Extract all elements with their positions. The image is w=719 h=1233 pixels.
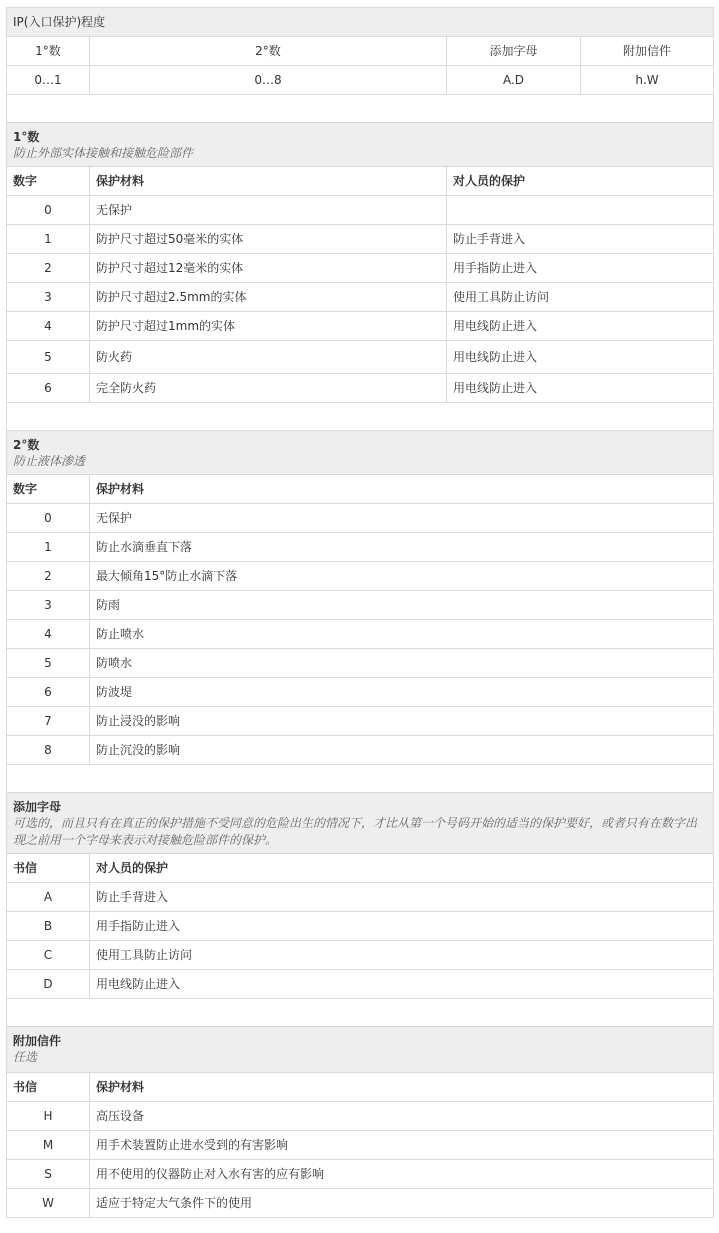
digit-cell: 5 bbox=[7, 649, 90, 678]
material-cell: 防波堤 bbox=[90, 678, 714, 707]
letter-cell: H bbox=[7, 1102, 90, 1131]
column-header-row bbox=[7, 167, 714, 196]
material-cell: 防火药 bbox=[90, 341, 447, 374]
material-cell: 无保护 bbox=[90, 504, 714, 533]
letter-cell: D bbox=[7, 970, 90, 999]
digit-cell: 1 bbox=[7, 225, 90, 254]
section-header-second-digit bbox=[7, 431, 714, 475]
material-cell: 防止水滴垂直下落 bbox=[90, 533, 714, 562]
letter-cell: S bbox=[7, 1160, 90, 1189]
spacer-row bbox=[7, 95, 714, 123]
person-cell: 用电线防止进入 bbox=[447, 374, 714, 403]
material-cell: 防护尺寸超过50毫米的实体 bbox=[90, 225, 447, 254]
table-row bbox=[7, 504, 714, 533]
overview-value-row bbox=[7, 66, 714, 95]
table-title-row bbox=[7, 8, 714, 37]
description-cell: 适应于特定大气条件下的使用 bbox=[90, 1189, 714, 1218]
table-row bbox=[7, 196, 714, 225]
overview-value: A.D bbox=[447, 66, 581, 95]
section-subtitle: 防止外部实体接触和接触危险部件 bbox=[13, 146, 194, 160]
letter-cell: C bbox=[7, 941, 90, 970]
letter-cell: B bbox=[7, 912, 90, 941]
spacer-row bbox=[7, 999, 714, 1027]
table-row bbox=[7, 1102, 714, 1131]
table-row bbox=[7, 941, 714, 970]
table-row bbox=[7, 912, 714, 941]
column-header: 对人员的保护 bbox=[90, 854, 714, 883]
digit-cell: 4 bbox=[7, 620, 90, 649]
section-header-extra-letter bbox=[7, 1027, 714, 1073]
table-row bbox=[7, 1131, 714, 1160]
table-row bbox=[7, 374, 714, 403]
material-cell: 防喷水 bbox=[90, 649, 714, 678]
column-header: 数字 bbox=[7, 475, 90, 504]
digit-cell: 1 bbox=[7, 533, 90, 562]
ip-protection-table bbox=[6, 7, 714, 1218]
material-cell: 防护尺寸超过1mm的实体 bbox=[90, 312, 447, 341]
overview-header: 添加字母 bbox=[447, 37, 581, 66]
description-cell: 用手术装置防止进水受到的有害影响 bbox=[90, 1131, 714, 1160]
column-header: 书信 bbox=[7, 1073, 90, 1102]
table-row bbox=[7, 312, 714, 341]
table-row bbox=[7, 283, 714, 312]
material-cell: 防止沉没的影响 bbox=[90, 736, 714, 765]
column-header: 对人员的保护 bbox=[447, 167, 714, 196]
section-title: 附加信件 bbox=[13, 1034, 62, 1048]
section-subtitle: 防止液体渗透 bbox=[13, 454, 86, 468]
material-cell: 最大倾角15°防止水滴下落 bbox=[90, 562, 714, 591]
digit-cell: 6 bbox=[7, 374, 90, 403]
letter-cell: M bbox=[7, 1131, 90, 1160]
material-cell: 防雨 bbox=[90, 591, 714, 620]
description-cell: 使用工具防止访问 bbox=[90, 941, 714, 970]
table-row bbox=[7, 1189, 714, 1218]
column-header-row bbox=[7, 1073, 714, 1102]
table-row bbox=[7, 1160, 714, 1189]
person-cell: 使用工具防止访问 bbox=[447, 283, 714, 312]
person-cell: 用电线防止进入 bbox=[447, 341, 714, 374]
spacer-row bbox=[7, 765, 714, 793]
column-header: 保护材料 bbox=[90, 475, 714, 504]
section-title: 2°数 bbox=[13, 438, 40, 452]
letter-cell: W bbox=[7, 1189, 90, 1218]
material-cell: 完全防火药 bbox=[90, 374, 447, 403]
description-cell: 用不使用的仪器防止对入水有害的应有影响 bbox=[90, 1160, 714, 1189]
letter-cell: A bbox=[7, 883, 90, 912]
description-cell: 用手指防止进入 bbox=[90, 912, 714, 941]
overview-header: 附加信件 bbox=[581, 37, 714, 66]
table-row bbox=[7, 883, 714, 912]
column-header: 保护材料 bbox=[90, 167, 447, 196]
table-row bbox=[7, 562, 714, 591]
column-header-row bbox=[7, 475, 714, 504]
material-cell: 无保护 bbox=[90, 196, 447, 225]
column-header: 书信 bbox=[7, 854, 90, 883]
overview-value: 0…8 bbox=[90, 66, 447, 95]
digit-cell: 2 bbox=[7, 254, 90, 283]
section-subtitle: 可选的，而且只有在真正的保护措施不受同意的危险出生的情况下，才比从第一个号码开始的适当的保护要好，或者只有在数字出现之前用一个字母来表示对接触危险部件的保护。 bbox=[13, 816, 698, 847]
table-row bbox=[7, 736, 714, 765]
table-row bbox=[7, 649, 714, 678]
overview-header: 2°数 bbox=[90, 37, 447, 66]
column-header-row bbox=[7, 854, 714, 883]
overview-value: 0…1 bbox=[7, 66, 90, 95]
digit-cell: 3 bbox=[7, 283, 90, 312]
description-cell: 用电线防止进入 bbox=[90, 970, 714, 999]
person-cell: 防止手背进入 bbox=[447, 225, 714, 254]
table-row bbox=[7, 678, 714, 707]
section-header-first-digit bbox=[7, 123, 714, 167]
table-row bbox=[7, 225, 714, 254]
table-row bbox=[7, 341, 714, 374]
digit-cell: 6 bbox=[7, 678, 90, 707]
person-cell: 用手指防止进入 bbox=[447, 254, 714, 283]
table-row bbox=[7, 591, 714, 620]
table-row bbox=[7, 970, 714, 999]
digit-cell: 2 bbox=[7, 562, 90, 591]
table-row bbox=[7, 620, 714, 649]
table-row bbox=[7, 254, 714, 283]
column-header: 数字 bbox=[7, 167, 90, 196]
digit-cell: 0 bbox=[7, 504, 90, 533]
table-title: IP(入口保护)程度 bbox=[7, 8, 714, 37]
digit-cell: 0 bbox=[7, 196, 90, 225]
material-cell: 防护尺寸超过2.5mm的实体 bbox=[90, 283, 447, 312]
overview-header: 1°数 bbox=[7, 37, 90, 66]
section-subtitle: 任选 bbox=[13, 1050, 38, 1064]
overview-header-row bbox=[7, 37, 714, 66]
digit-cell: 7 bbox=[7, 707, 90, 736]
person-cell: 用电线防止进入 bbox=[447, 312, 714, 341]
material-cell: 防止喷水 bbox=[90, 620, 714, 649]
person-cell bbox=[447, 196, 714, 225]
description-cell: 高压设备 bbox=[90, 1102, 714, 1131]
section-header-added-letter bbox=[7, 793, 714, 854]
digit-cell: 3 bbox=[7, 591, 90, 620]
table-row bbox=[7, 707, 714, 736]
description-cell: 防止手背进入 bbox=[90, 883, 714, 912]
column-header: 保护材料 bbox=[90, 1073, 714, 1102]
material-cell: 防护尺寸超过12毫米的实体 bbox=[90, 254, 447, 283]
overview-value: h.W bbox=[581, 66, 714, 95]
material-cell: 防止浸没的影响 bbox=[90, 707, 714, 736]
table-row bbox=[7, 533, 714, 562]
digit-cell: 5 bbox=[7, 341, 90, 374]
spacer-row bbox=[7, 403, 714, 431]
section-title: 1°数 bbox=[13, 130, 40, 144]
section-title: 添加字母 bbox=[13, 800, 62, 814]
digit-cell: 8 bbox=[7, 736, 90, 765]
digit-cell: 4 bbox=[7, 312, 90, 341]
